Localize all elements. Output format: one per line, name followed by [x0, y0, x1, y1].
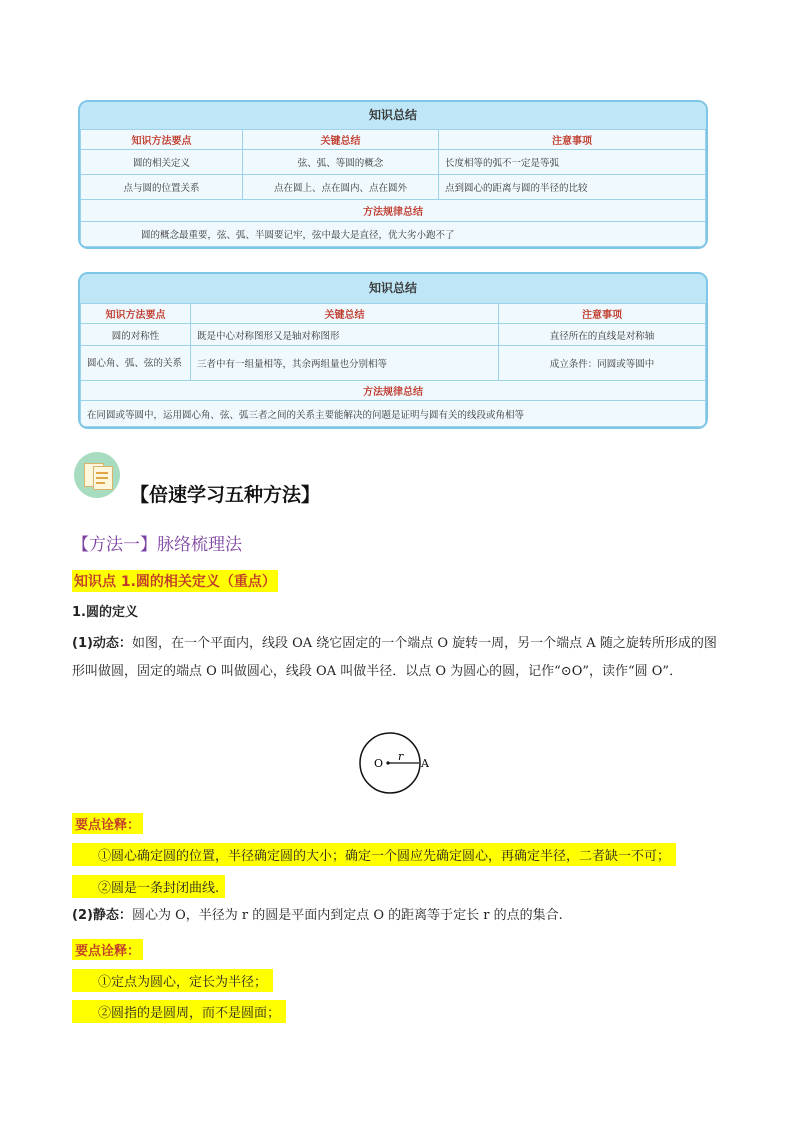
rule-text: 圆的概念最重要，弦、弧、半圆要记牢，弦中最大是直径，优大劣小跑不了 — [81, 222, 706, 247]
circle-figure — [350, 730, 440, 800]
col-header-key: 关键总结 — [243, 130, 439, 150]
definition-heading: 1.圆的定义 — [72, 605, 138, 620]
table-cell: 弦、弧、等圆的概念 — [243, 150, 439, 175]
dynamic-definition — [72, 630, 724, 686]
key-note-label: 要点诠释： — [72, 813, 143, 834]
table-cell: 既是中心对称图形又是轴对称图形 — [191, 324, 499, 346]
notebook-icon — [74, 452, 120, 498]
key-note-item: ②圆是一条封闭曲线. — [72, 875, 225, 898]
table-cell: 成立条件：同圆或等圆中 — [499, 346, 706, 381]
center-dot — [386, 761, 389, 764]
table-cell: 直径所在的直线是对称轴 — [499, 324, 706, 346]
method-heading: 【方法一】脉络梳理法 — [72, 535, 242, 555]
section-heading: 【倍速学习五种方法】 — [130, 484, 321, 506]
rule-text: 在同圆或等圆中，运用圆心角、弦、弧三者之间的关系主要能解决的问题是证明与圆有关的线段或角相等 — [81, 401, 706, 427]
summary-grid — [80, 303, 706, 427]
knowledge-point-heading: 知识点 1.圆的相关定义（重点） — [72, 570, 278, 592]
col-header-notes: 注意事项 — [439, 130, 706, 150]
table-cell: 三者中有一组量相等，其余两组量也分别相等 — [191, 346, 499, 381]
summary-table-2 — [78, 272, 708, 429]
col-header-points: 知识方法要点 — [81, 304, 191, 324]
static-label: (2)静态： — [72, 908, 132, 923]
summary-table-1 — [78, 100, 708, 249]
static-text: 圆心为 O，半径为 r 的圆是平面内到定点 O 的距离等于定长 r 的点的集合. — [131, 908, 563, 923]
summary-grid — [80, 129, 706, 247]
table-cell: 点在圆上、点在圆内、点在圆外 — [243, 175, 439, 200]
key-note-item: ①圆心确定圆的位置，半径确定圆的大小；确定一个圆应先确定圆心，再确定半径，二者缺一不可； — [72, 843, 676, 866]
table-cell: 点与圆的位置关系 — [81, 175, 243, 200]
table-cell: 长度相等的弧不一定是等弧 — [439, 150, 706, 175]
table-cell: 圆的对称性 — [81, 324, 191, 346]
col-header-notes: 注意事项 — [499, 304, 706, 324]
static-definition — [72, 902, 724, 930]
point-label: A — [421, 757, 429, 770]
dynamic-label: (1)动态： — [72, 636, 132, 651]
rule-title: 方法规律总结 — [81, 381, 706, 401]
col-header-points: 知识方法要点 — [81, 130, 243, 150]
rule-title: 方法规律总结 — [81, 200, 706, 222]
table-cell: 圆心角、弧、弦的关系 — [81, 346, 191, 381]
radius-label: r — [398, 750, 404, 763]
table-cell: 点到圆心的距离与圆的半径的比较 — [439, 175, 706, 200]
key-note-label: 要点诠释： — [72, 939, 143, 960]
dynamic-text: 如图，在一个平面内，线段 OA 绕它固定的一个端点 O 旋转一周，另一个端点 A 随之旋转所形成的图形叫做圆，固定的端点 O 叫做圆心，线段 OA 叫做半径．以点 O 为圆心的圆，记作“⊙O”，读作“圆 O”． — [72, 636, 717, 679]
summary-title: 知识总结 — [80, 274, 706, 303]
key-note-item: ②圆指的是圆周，而不是圆面； — [72, 1000, 286, 1023]
col-header-key: 关键总结 — [191, 304, 499, 324]
summary-title: 知识总结 — [80, 102, 706, 129]
key-note-item: ①定点为圆心，定长为半径； — [72, 969, 273, 992]
center-label: O — [374, 757, 384, 770]
table-cell: 圆的相关定义 — [81, 150, 243, 175]
